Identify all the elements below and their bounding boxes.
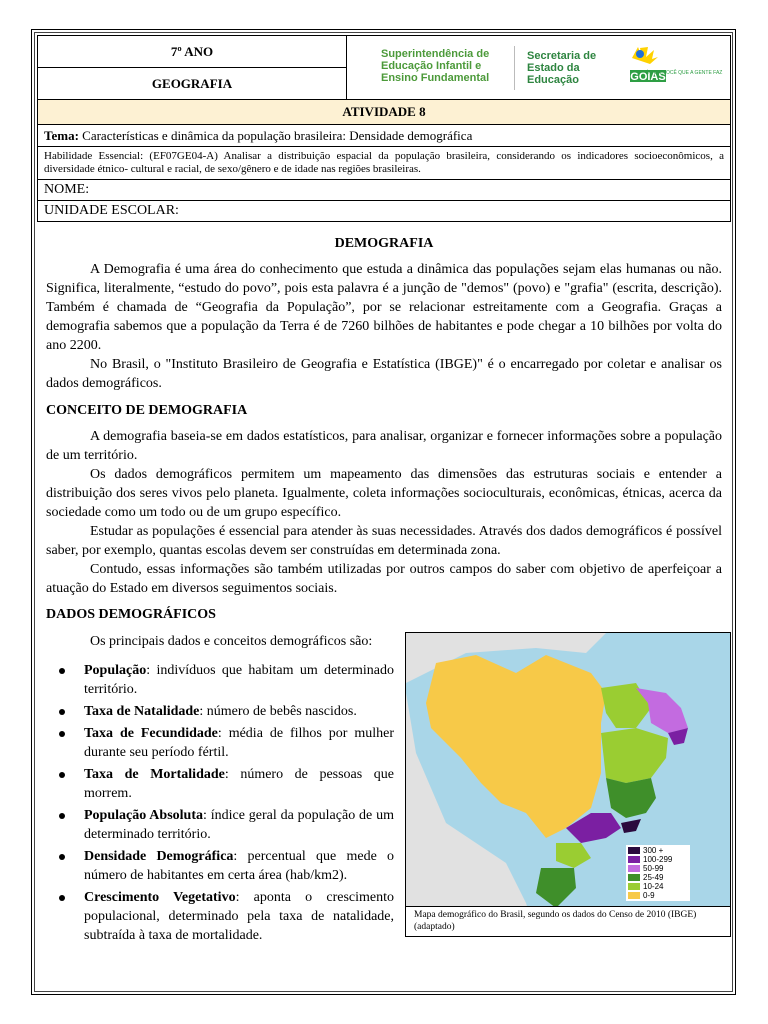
bullet-icon: [59, 668, 65, 674]
term: Crescimento Vegetativo: [84, 890, 236, 905]
legend-swatch: [628, 892, 640, 899]
secretaria-logo: Secretaria de Estado da Educação: [527, 49, 597, 86]
legend-label: 100-299: [643, 855, 673, 864]
definition: : média de filhos por mulher durante seu período fértil.: [84, 726, 394, 760]
section-demografia: [46, 234, 722, 393]
definition: : número de pessoas que morrem.: [84, 767, 394, 801]
paragraph: Os dados demográficos permitem um mapeamento das dimensões das estruturas sociais e entender a distribuição dos seres vivos pelo planeta. Igualmente, coleta informações socioculturais, econômicas, étnicas, acerca da sociedade como um todo ou de um grupo específico.: [46, 467, 722, 520]
paragraph: A Demografia é uma área do conhecimento que estuda a dinâmica das populações sejam elas humanas ou não. Significa, literalmente, “estudo do povo”, pois esta palavra é a junção de "demos" (povo) e "grafia" (escrita, descrição). Também é chamada de “Geografia da População”, por se relacionar estreitamente com a Geografia. Graças a demografia sabemos que a população da Terra é de 7260 bilhões de habitantes e pode chegar a 10 bilhões por volta do ano 2200.: [46, 262, 722, 353]
section-conceito: [46, 401, 722, 598]
term: População Absoluta: [84, 808, 203, 823]
legend-entry: [628, 882, 688, 891]
legend-entry: [628, 873, 688, 882]
legend-label: 25-49: [643, 873, 664, 882]
legend-label: 50-99: [643, 864, 664, 873]
goias-wordmark: GOIAS: [630, 70, 666, 83]
definition: : índice geral da população de um determinado território.: [84, 808, 394, 842]
goias-star-shape: [632, 47, 658, 64]
dados-list-item: [46, 661, 394, 699]
grade-label: 7º ANO: [170, 43, 214, 59]
paragraph: No Brasil, o "Instituto Brasileiro de Geografia e Estatística (IBGE)" é o encarregado por coletar e analisar os dados demográficos.: [46, 357, 722, 391]
dados-list: [46, 661, 394, 945]
section-title-conceito: CONCEITO DE DEMOGRAFIA: [46, 403, 248, 418]
definition: : percentual que mede o número de habitantes em certa área (hab/km2).: [84, 849, 395, 883]
subject-cell: [38, 68, 347, 100]
legend-label: 300 +: [643, 846, 664, 855]
bullet-icon: [59, 895, 65, 901]
legend-swatch: [628, 865, 640, 872]
paragraph: Estudar as populações é essencial para atender às suas necessidades. Através dos dados demográficos é possível saber, por exemplo, quantas escolas devem ser construídas em determinada zona.: [46, 524, 722, 558]
legend-entry: [628, 891, 688, 900]
section-dados: [46, 605, 722, 624]
section-title-dados: DADOS DEMOGRÁFICOS: [46, 607, 216, 622]
bullet-icon: [59, 813, 65, 819]
bullet-icon: [59, 854, 65, 860]
definition: : número de bebês nascidos.: [199, 704, 357, 719]
dados-list-item: [46, 806, 394, 844]
dados-list-item: [46, 702, 394, 721]
legend-label: 10-24: [643, 882, 664, 891]
nome-label: NOME:: [44, 182, 90, 197]
tema-text: Características e dinâmica da população brasileira: Densidade demográfica: [82, 127, 473, 143]
definition: : aponta o crescimento populacional, determinado pela taxa de natalidade, subtraída à taxa de mortalidade.: [84, 890, 395, 943]
legend-entry: [628, 846, 688, 855]
map-legend: [626, 845, 690, 901]
subject-label: GEOGRAFIA: [151, 75, 233, 91]
superintendencia-logo: Superintendência de Educação Infantil e Ensino Fundamental: [381, 47, 490, 84]
goias-logo: [628, 44, 723, 92]
nome-field[interactable]: [38, 180, 731, 201]
term: População: [84, 663, 147, 678]
paragraph: A demografia baseia-se em dados estatísticos, para analisar, organizar e fornecer informações sobre a população de um território.: [46, 429, 722, 463]
term: Taxa de Mortalidade: [84, 767, 225, 782]
logos-cell: [347, 36, 731, 100]
tema-row: [38, 125, 731, 147]
dados-list-item: [46, 765, 394, 803]
activity-title: [38, 100, 731, 125]
dados-list-item: [46, 847, 394, 885]
header-table: [37, 35, 731, 222]
map-caption: Mapa demográfico do Brasil, segundo os dados do Censo de 2010 (IBGE) (adaptado): [405, 906, 731, 937]
dados-list-column: [46, 632, 394, 948]
dados-intro: Os principais dados e conceitos demográficos são:: [90, 634, 373, 649]
tema-label: Tema:: [44, 127, 79, 143]
unidade-escolar-field[interactable]: [38, 201, 731, 222]
activity-label: ATIVIDADE 8: [342, 104, 426, 119]
legend-swatch: [628, 874, 640, 881]
bullet-icon: [59, 709, 65, 715]
unidade-escolar-label: UNIDADE ESCOLAR:: [44, 203, 179, 218]
legend-label: 0-9: [643, 891, 655, 900]
grade-cell: [38, 36, 347, 68]
section-title-demografia: DEMOGRAFIA: [334, 236, 434, 251]
term: Taxa de Natalidade: [84, 704, 200, 719]
logo-divider: [514, 46, 515, 90]
term: Densidade Demográfica: [84, 849, 234, 864]
paragraph: Contudo, essas informações são também utilizadas por outros campos do saber com objetivo de aperfeiçoar a atuação do Estado em diversos seguimentos sociais.: [46, 562, 722, 596]
bullet-icon: [59, 731, 65, 737]
habilidade-row: [38, 147, 731, 180]
goias-tagline: É POR VOCÊ QUE A GENTE FAZ: [645, 69, 723, 76]
bullet-icon: [59, 772, 65, 778]
term: Taxa de Fecundidade: [84, 726, 218, 741]
definition: : indivíduos que habitam um determinado território.: [84, 663, 394, 697]
dados-list-item: [46, 888, 394, 945]
legend-swatch: [628, 883, 640, 890]
habilidade-text: Habilidade Essencial: (EF07GE04-A) Analisar a distribuição espacial da população brasileira, considerando os indicadores socioeconômicos, a diversidade étnico- cultural e racial, de sexo/gênero e de idade nas regiões brasileiras.: [44, 150, 724, 175]
legend-entry: [628, 864, 688, 873]
legend-swatch: [628, 856, 640, 863]
legend-swatch: [628, 847, 640, 854]
dados-list-item: [46, 724, 394, 762]
goias-blue-dot: [636, 50, 644, 58]
legend-entry: [628, 855, 688, 864]
